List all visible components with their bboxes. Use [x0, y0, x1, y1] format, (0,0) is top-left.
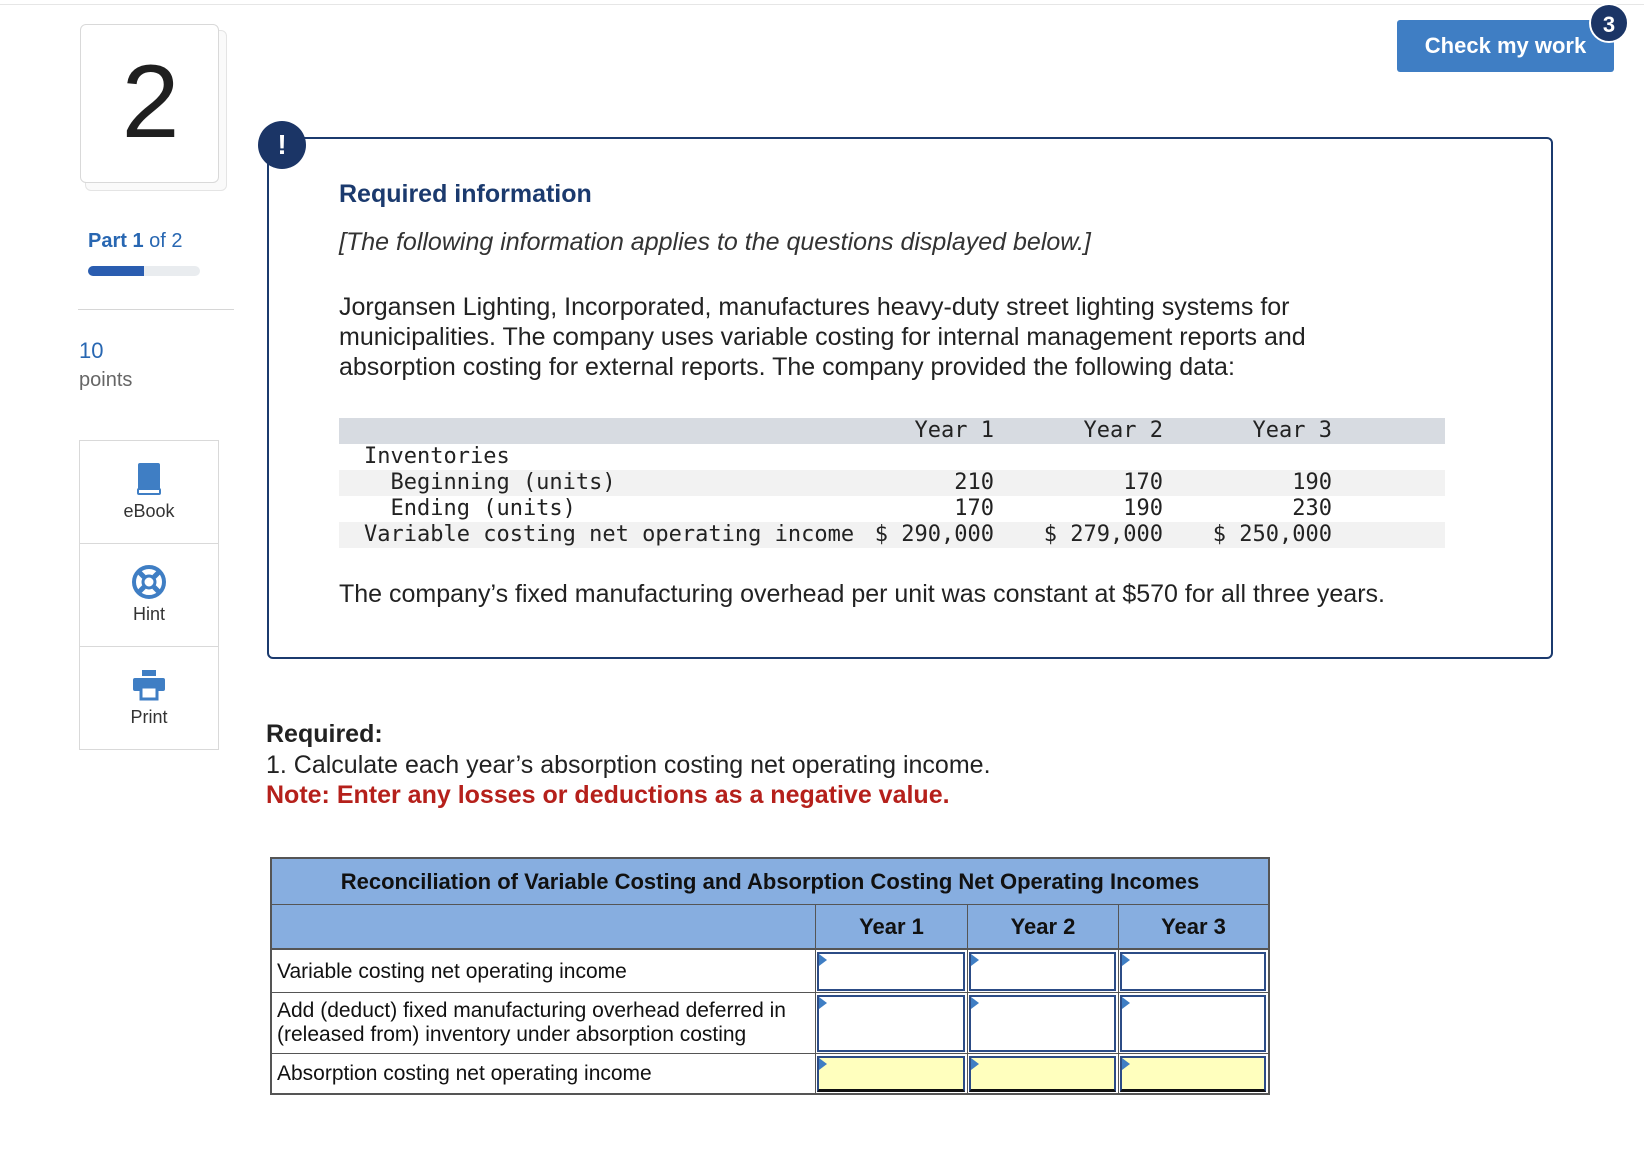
cell-marker [1122, 954, 1130, 966]
part-indicator [88, 230, 183, 253]
reconciliation-table [270, 857, 1270, 1095]
cell-marker [819, 954, 827, 966]
required-instruction: 1. Calculate each year’s absorption costing net operating income. [266, 751, 991, 779]
inventories-label: Inventories [364, 444, 510, 469]
cell-value: 230 [1292, 496, 1332, 521]
required-heading: Required: [266, 720, 383, 748]
cell-marker [819, 997, 827, 1009]
column-divider [815, 950, 816, 1093]
column-divider [1118, 950, 1119, 1093]
check-my-work-button[interactable]: Check my work [1397, 20, 1614, 72]
question-number-card [80, 24, 219, 183]
header-year-3: Year 3 [1252, 418, 1332, 443]
lifebuoy-icon [130, 564, 168, 600]
absorption-noi-year-3-input[interactable] [1120, 1056, 1266, 1092]
fixed-overhead-note: The company’s fixed manufacturing overhead per unit was constant at $570 for all three years. [339, 580, 1385, 608]
header-year-1: Year 1 [914, 418, 994, 443]
negative-value-note: Note: Enter any losses or deductions as a negative value. [266, 781, 950, 809]
required-information-title: Required information [339, 180, 592, 208]
part-current: 1 [132, 230, 144, 252]
attempts-badge: 3 [1589, 3, 1629, 43]
cell-marker [1122, 997, 1130, 1009]
cell-value: $ 279,000 [1043, 522, 1163, 547]
cell-value: 190 [1292, 470, 1332, 495]
recon-row-label: Add (deduct) fixed manufacturing overhead deferred in (released from) inventory under absorption costing [277, 999, 786, 1046]
part-progress-fill [88, 266, 144, 276]
header-year-2: Year 2 [1083, 418, 1163, 443]
absorption-noi-year-1-input[interactable] [817, 1056, 965, 1092]
cell-value: 210 [954, 470, 994, 495]
cell-value: $ 250,000 [1212, 522, 1332, 547]
printer-icon [130, 667, 168, 703]
cell-value: 190 [1123, 496, 1163, 521]
hint-button[interactable] [79, 543, 219, 647]
recon-row-label: Variable costing net operating income [277, 960, 627, 983]
data-table-header [339, 418, 1445, 444]
ebook-label: eBook [123, 501, 175, 521]
fmoh-adjustment-year-1-input[interactable] [817, 995, 965, 1052]
applies-note: [The following information applies to the questions displayed below.] [339, 228, 1091, 256]
variable-noi-year-2-input[interactable] [969, 952, 1116, 991]
row-label: Ending (units) [364, 496, 576, 521]
problem-description: Jorgansen Lighting, Incorporated, manufactures heavy-duty street lighting systems for municipalities. The company uses variable costing for internal management reports and absorption costing for external reports. The company provided the following data: [339, 293, 1306, 381]
reconciliation-header [272, 905, 1268, 950]
part-progress-bar [88, 266, 200, 276]
reconciliation-title: Reconciliation of Variable Costing and Absorption Costing Net Operating Incomes [272, 859, 1268, 905]
table-row [339, 496, 1445, 522]
cell-value: 170 [954, 496, 994, 521]
question-number: 2 [121, 44, 180, 160]
column-divider [967, 950, 968, 1093]
cell-marker [819, 1058, 827, 1070]
recon-row-label: Absorption costing net operating income [277, 1062, 652, 1085]
book-icon [130, 461, 168, 497]
cell-marker [971, 954, 979, 966]
print-button[interactable] [79, 646, 219, 750]
divider [78, 309, 234, 310]
cell-marker [971, 997, 979, 1009]
table-row [339, 444, 1445, 470]
recon-header-year-3: Year 3 [1118, 905, 1268, 948]
print-label: Print [130, 707, 168, 727]
fmoh-adjustment-year-3-input[interactable] [1120, 995, 1266, 1052]
variable-noi-year-3-input[interactable] [1120, 952, 1266, 991]
part-label: Part [88, 230, 127, 252]
fmoh-adjustment-year-2-input[interactable] [969, 995, 1116, 1052]
cell-marker [1122, 1058, 1130, 1070]
points-label: points [79, 369, 133, 391]
recon-header-year-1: Year 1 [815, 905, 967, 948]
row-label: Variable costing net operating income [364, 522, 855, 547]
recon-header-year-2: Year 2 [967, 905, 1118, 948]
cell-value: $ 290,000 [874, 522, 994, 547]
part-of-text: of 2 [149, 230, 183, 252]
table-row [339, 470, 1445, 496]
top-divider [0, 4, 1644, 5]
row-label: Beginning (units) [364, 470, 616, 495]
ebook-button[interactable] [79, 440, 219, 544]
points-value: 10 [79, 338, 104, 363]
alert-icon: ! [258, 121, 306, 169]
table-row [339, 522, 1445, 548]
variable-noi-year-1-input[interactable] [817, 952, 965, 991]
absorption-noi-year-2-input[interactable] [969, 1056, 1116, 1092]
cell-value: 170 [1123, 470, 1163, 495]
data-table [339, 418, 1445, 548]
hint-label: Hint [132, 604, 165, 624]
cell-marker [971, 1058, 979, 1070]
